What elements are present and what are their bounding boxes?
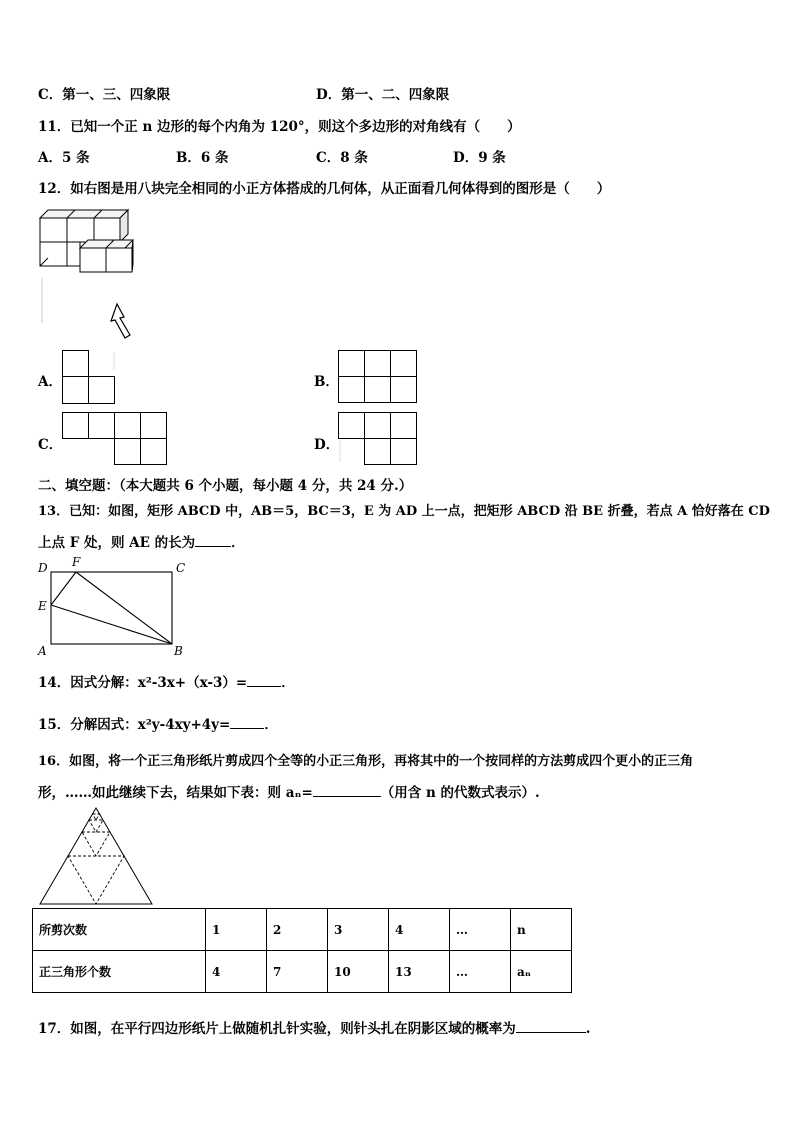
q12-label-a: A． bbox=[38, 374, 62, 390]
q13-rectangle-figure bbox=[36, 555, 196, 659]
table-cell: 10 bbox=[328, 951, 389, 993]
q16-answer-blank[interactable] bbox=[313, 784, 381, 797]
view-direction-arrow-icon bbox=[111, 304, 130, 338]
table-cell: 13 bbox=[389, 951, 450, 993]
q17-text: 17．如图，在平行四边形纸片上做随机扎针实验，则针头扎在阴影区域的概率为 bbox=[38, 1021, 516, 1037]
q16-count-table bbox=[32, 908, 572, 993]
label-d: D bbox=[38, 561, 48, 575]
q12-label-c: C． bbox=[38, 437, 63, 453]
q15-answer-blank[interactable] bbox=[230, 716, 264, 729]
q12-option-a-figure bbox=[62, 350, 118, 406]
q16-triangle-figure bbox=[38, 806, 158, 906]
q11-option-b: B．6 条 bbox=[176, 150, 229, 166]
q11-text: 11．已知一个正 n 边形的每个内角为 120°，则这个多边形的对角线有（ ） bbox=[38, 119, 521, 135]
label-c: C bbox=[176, 561, 186, 575]
table-row bbox=[33, 909, 572, 951]
table-cell: 所剪次数 bbox=[33, 909, 206, 951]
table-cell: 2 bbox=[267, 909, 328, 951]
table-cell: … bbox=[450, 951, 511, 993]
table-cell: n bbox=[511, 909, 572, 951]
q17-end: . bbox=[585, 1021, 591, 1037]
q12-label-b: B． bbox=[314, 374, 339, 390]
label-f: F bbox=[72, 555, 81, 569]
table-cell: 1 bbox=[206, 909, 267, 951]
q12-option-d-figure bbox=[338, 412, 420, 468]
q16-line-2-text: 形，……如此继续下去，结果如下表：则 aₙ= bbox=[38, 785, 313, 801]
table-cell: 3 bbox=[328, 909, 389, 951]
label-e: E bbox=[38, 599, 47, 613]
table-cell: 7 bbox=[267, 951, 328, 993]
table-cell: aₙ bbox=[511, 951, 572, 993]
q13-line-2 bbox=[38, 531, 245, 551]
table-row bbox=[33, 951, 572, 993]
section-2-heading: 二、填空题：（本大题共 6 个小题，每小题 4 分，共 24 分.） bbox=[38, 478, 413, 494]
q13-line-1: 13．已知：如图，矩形 ABCD 中，AB＝5，BC＝3，E 为 AD 上一点，把矩形 ABCD 沿 BE 折叠，若点 A 恰好落在 CD bbox=[38, 504, 770, 519]
q12-option-c-figure bbox=[62, 412, 170, 468]
q15-text: 15．分解因式：x²y-4xy+4y= bbox=[38, 717, 231, 733]
q15-line bbox=[38, 713, 278, 733]
q14-answer-blank[interactable] bbox=[247, 674, 281, 687]
q16-line-2 bbox=[38, 781, 540, 801]
q13-line-2-end: ． bbox=[231, 535, 245, 551]
q12-option-b-figure bbox=[338, 350, 420, 406]
label-b: B bbox=[174, 644, 183, 658]
q12-cube-figure bbox=[40, 208, 140, 343]
label-a: A bbox=[38, 644, 47, 658]
q11-option-c: C．8 条 bbox=[316, 150, 368, 166]
table-cell: 正三角形个数 bbox=[33, 951, 206, 993]
q13-answer-blank[interactable] bbox=[195, 534, 231, 547]
q11-option-a: A．5 条 bbox=[38, 150, 90, 166]
table-cell: 4 bbox=[389, 909, 450, 951]
table-cell: … bbox=[450, 909, 511, 951]
table-cell: 4 bbox=[206, 951, 267, 993]
q10-option-d: D．第一、二、四象限 bbox=[316, 87, 450, 103]
q14-line bbox=[38, 671, 295, 691]
q14-end: ． bbox=[281, 675, 295, 691]
q10-option-c: C．第一、三、四象限 bbox=[38, 87, 171, 103]
q12-label-d: D． bbox=[314, 437, 340, 453]
q13-line-2-text: 上点 F 处，则 AE 的长为 bbox=[38, 535, 196, 551]
q15-end: ． bbox=[264, 717, 278, 733]
q14-text: 14．因式分解：x²-3x+（x-3）= bbox=[38, 675, 248, 691]
q17-line bbox=[38, 1017, 591, 1037]
q17-answer-blank[interactable] bbox=[516, 1020, 586, 1033]
q12-text: 12．如右图是用八块完全相同的小正方体搭成的几何体，从正面看几何体得到的图形是（ ） bbox=[38, 181, 611, 197]
q11-option-d: D．9 条 bbox=[453, 150, 506, 166]
q16-line-1: 16．如图，将一个正三角形纸片剪成四个全等的小正三角形，再将其中的一个按同样的方法剪成四个更小的正三角 bbox=[38, 754, 694, 769]
q16-line-2-end: （用含 n 的代数式表示）. bbox=[380, 785, 540, 801]
